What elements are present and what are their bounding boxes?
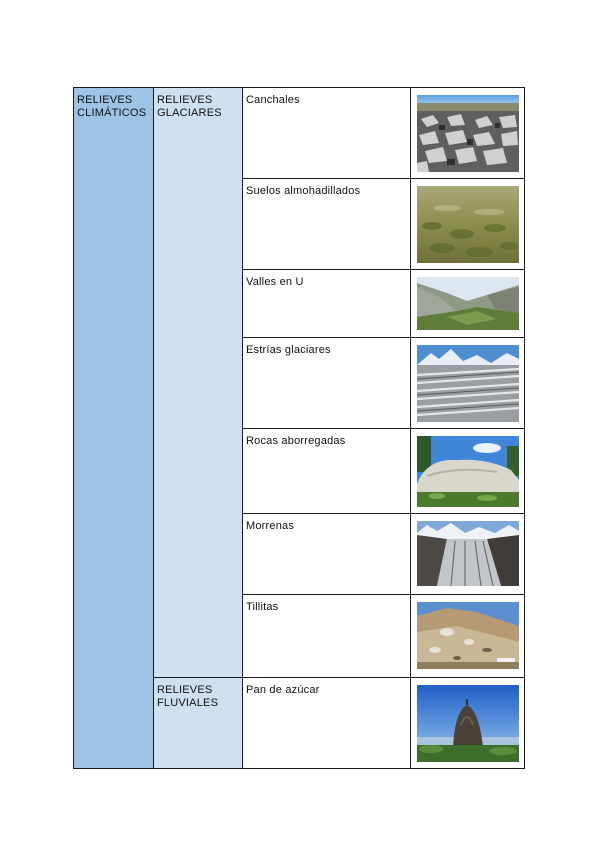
group-label: RELIEVES FLUVIALES <box>157 684 219 709</box>
item-image-cell <box>411 179 525 270</box>
item-name: Valles en U <box>246 276 304 288</box>
item-name: Tillitas <box>246 601 279 613</box>
group-label: RELIEVES GLACIARES <box>157 94 222 119</box>
landforms-table <box>73 87 525 769</box>
item-image-cell <box>411 595 525 678</box>
category-label: RELIEVES CLIMÁTICOS <box>77 94 147 119</box>
tillite-outcrop-photo <box>417 602 519 669</box>
moraine-glacier-photo <box>417 521 519 586</box>
item-name: Pan de azúcar <box>246 684 320 696</box>
item-name-cell <box>243 595 411 678</box>
item-image-cell <box>411 429 525 514</box>
item-image-cell <box>411 678 525 769</box>
glacial-striations-photo <box>417 345 519 422</box>
group-cell-fluviales <box>154 678 243 769</box>
item-image-cell <box>411 270 525 338</box>
item-name: Suelos almohadillados <box>246 185 361 197</box>
item-name: Estrías glaciares <box>246 344 331 356</box>
roche-moutonnee-photo <box>417 436 519 507</box>
item-name-cell <box>243 514 411 595</box>
scree-slope-photo <box>417 95 519 172</box>
category-cell <box>74 88 154 769</box>
item-name-cell <box>243 338 411 429</box>
item-name-cell <box>243 270 411 338</box>
u-valley-photo <box>417 277 519 330</box>
hummocky-grass-photo <box>417 186 519 263</box>
item-image-cell <box>411 514 525 595</box>
item-name-cell <box>243 179 411 270</box>
item-name-cell <box>243 88 411 179</box>
item-name: Rocas aborregadas <box>246 435 346 447</box>
item-image-cell <box>411 338 525 429</box>
item-image-cell <box>411 88 525 179</box>
item-name: Morrenas <box>246 520 295 532</box>
item-name-cell <box>243 429 411 514</box>
group-cell-glaciares <box>154 88 243 678</box>
item-name-cell <box>243 678 411 769</box>
item-name: Canchales <box>246 94 300 106</box>
sugarloaf-rock-photo <box>417 685 519 762</box>
